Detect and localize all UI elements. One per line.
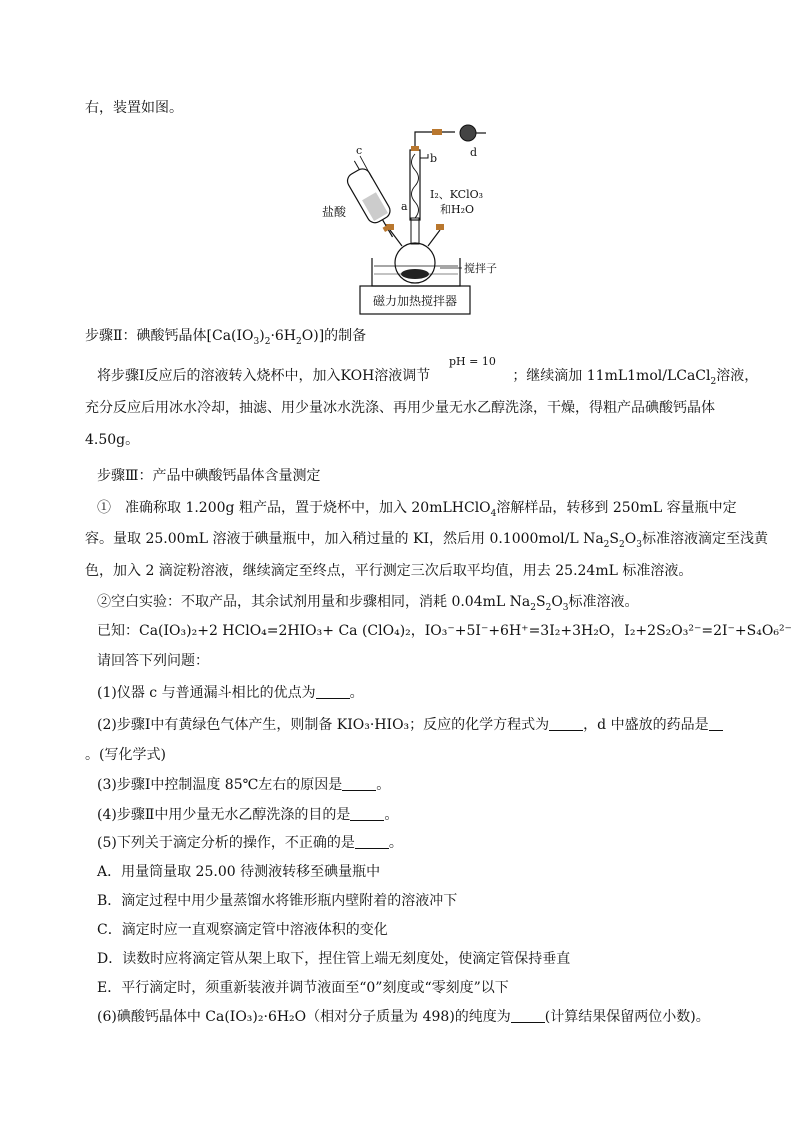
stirbar-label: 搅拌子 — [464, 262, 497, 275]
label-c: c — [356, 144, 363, 157]
step3-heading: 步骤Ⅲ：产品中碘酸钙晶体含量测定 — [97, 468, 321, 484]
acid-label: 盐酸 — [322, 205, 347, 219]
step3-item1-line1: ① 准确称取 1.200g 粗产品，置于烧杯中，加入 20mLHClO$_4$溶解样品，转移到 250mL 容量瓶中定 — [97, 500, 737, 519]
question-3: (3)步骤Ⅰ中控制温度 85℃左右的原因是 。 — [97, 777, 391, 793]
step2-heading: 步骤Ⅱ：碘酸钙晶体$[Ca(IO_3)_2\cdot 6H_2O)$]的制备 — [85, 328, 367, 347]
option-c: C．滴定时应一直观察滴定管中溶液体积的变化 — [97, 922, 388, 938]
label-b: b — [430, 152, 438, 165]
answer-blank[interactable] — [350, 806, 384, 821]
question-6: (6)碘酸钙晶体中 Ca(IO₃)₂·6H₂O（相对分子质量为 498)的纯度为 (计算结果保留两位小数)。 — [97, 1009, 710, 1025]
label-d: d — [470, 146, 478, 159]
option-b: B．滴定过程中用少量蒸馏水将锥形瓶内壁附着的溶液冲下 — [97, 893, 458, 909]
apparatus-figure — [290, 118, 520, 323]
answer-blank[interactable] — [549, 716, 583, 731]
step3-item2: ②空白实验：不取产品，其余试剂用量和步骤相同，消耗 0.04mL $Na_2S_2O_3$标准溶液。 — [97, 594, 639, 613]
answer-blank[interactable] — [709, 716, 723, 731]
step2-paragraph-line1: 将步骤Ⅰ反应后的溶液转入烧杯中，加入KOH溶液调节 ；继续滴加 11mL1mol/LCaCl$_2$溶液， — [97, 368, 759, 387]
question-2: (2)步骤Ⅰ中有黄绿色气体产生，则制备 KIO₃·HIO₃；反应的化学方程式为 ，d 中盛放的药品是 — [97, 715, 723, 735]
dropping-funnel-c — [345, 166, 393, 226]
question-4: (4)步骤Ⅱ中用少量无水乙醇洗涤的目的是 。 — [97, 807, 399, 823]
label-a: a — [401, 200, 408, 213]
reagents-label-1: I₂、KClO₃ — [430, 188, 484, 201]
option-a: A．用量筒量取 25.00 待测液转移至碘量瓶中 — [97, 864, 381, 880]
known-equations: 已知：Ca(IO₃)₂+2 HClO₄=2HIO₃+ Ca (ClO₄)₂，IO₃⁻+5I⁻+6H⁺=3I₂+3H₂O，I₂+2S₂O₃²⁻=2I⁻+S₄O₆²⁻ — [97, 623, 792, 639]
stirrer-label: 磁力加热搅拌器 — [372, 294, 458, 308]
answer-blank[interactable] — [342, 776, 376, 791]
ph-label: pH = 10 — [449, 355, 496, 368]
step3-item1-line2: 容。量取 25.00mL 溶液于碘量瓶中，加入稍过量的 KI，然后用 0.1000mol/L $Na_2S_2O_3$标准溶液滴定至浅黄 — [85, 531, 768, 550]
questions-prompt: 请回答下列问题： — [97, 653, 209, 669]
stir-bar — [401, 269, 429, 279]
step2-paragraph-line3: 4.50g。 — [85, 432, 140, 448]
option-e: E．平行滴定时，须重新装液并调节液面至“0”刻度或“零刻度”以下 — [97, 980, 509, 996]
drying-tube-d — [460, 125, 476, 141]
question-5: (5)下列关于滴定分析的操作，不正确的是 。 — [97, 835, 403, 851]
step3-item1-line3: 色，加入 2 滴淀粉溶液，继续滴定至终点，平行测定三次后取平均值，用去 25.24mL 标准溶液。 — [85, 563, 693, 579]
question-2-continued: 。(写化学式) — [85, 747, 166, 763]
answer-blank[interactable] — [316, 684, 350, 699]
intro-text: 右，装置如图。 — [85, 100, 183, 116]
option-d: D．读数时应将滴定管从架上取下，捏住管上端无刻度处，使滴定管保持垂直 — [97, 951, 571, 967]
reagents-label-2: 和H₂O — [440, 203, 475, 216]
answer-blank[interactable] — [355, 834, 389, 849]
step2-paragraph-line2: 充分反应后用冰水冷却，抽滤、用少量冰水洗涤、再用少量无水乙醇洗涤，干燥，得粗产品碘酸钙晶体 — [85, 400, 715, 416]
question-1: (1)仪器 c 与普通漏斗相比的优点为 。 — [97, 685, 364, 701]
answer-blank[interactable] — [511, 1008, 545, 1023]
